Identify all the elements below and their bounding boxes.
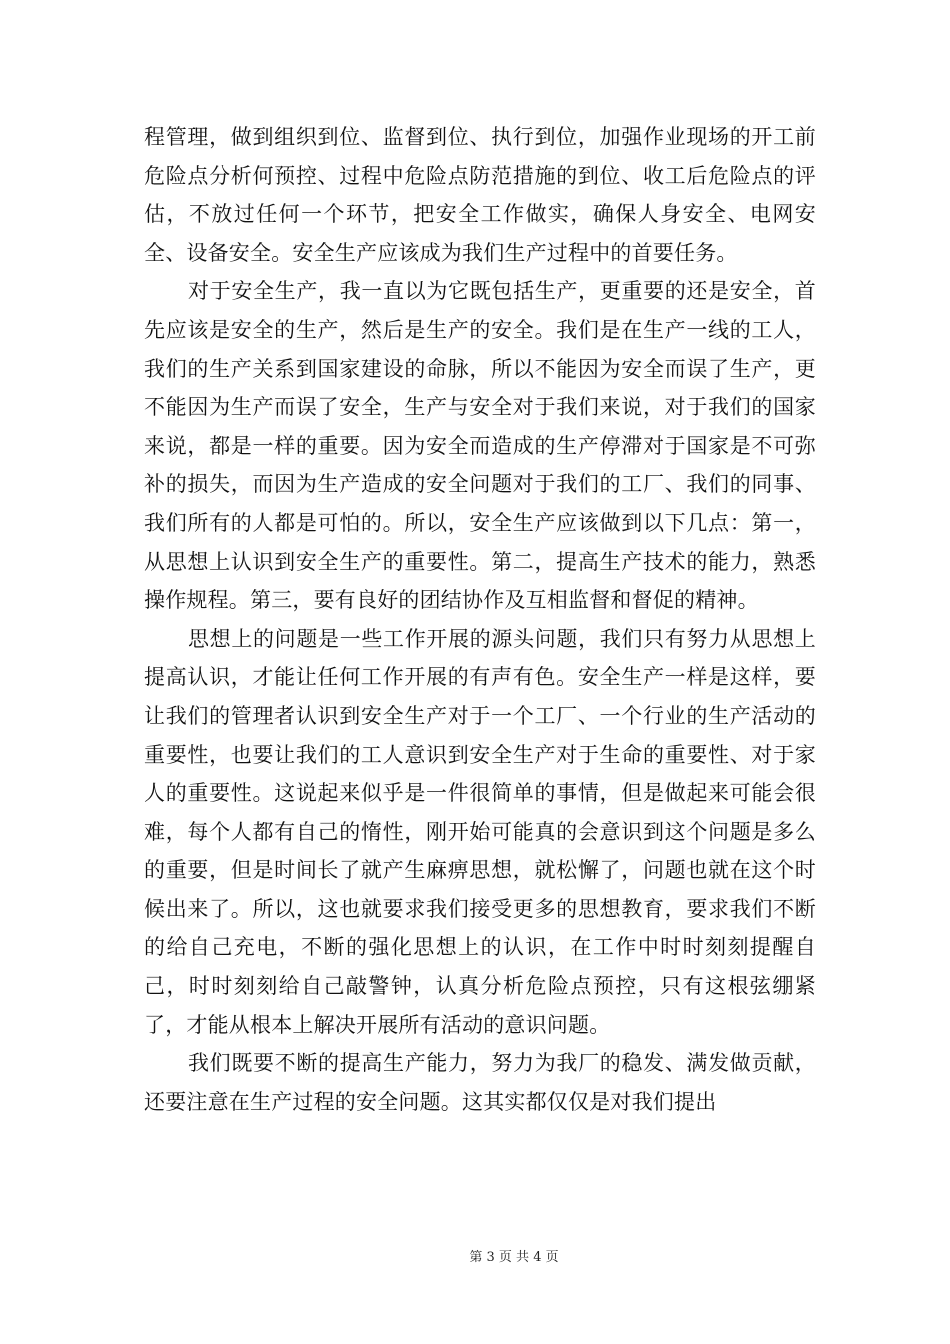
page-number: 第 3 页 共 4 页 [469,1250,559,1265]
document-body [144,118,816,1121]
paragraph-4: 我们既要不断的提高生产能力，努力为我厂的稳发、满发做贡献，还要注意在生产过程的安全问题。这其实都仅仅是对我们提出 [144,1051,816,1114]
paragraph-3: 思想上的问题是一些工作开展的源头问题，我们只有努力从思想上提高认识，才能让任何工作开展的有声有色。安全生产一样是这样，要让我们的管理者认识到安全生产对于一个工厂、一个行业的生产活动的重要性，也要让我们的工人意识到安全生产对于生命的重要性、对于家人的重要性。这说起来似乎是一件很简单的事情，但是做起来可能会很难，每个人都有自己的惰性，刚开始可能真的会意识到这个问题是多么的重要，但是时间长了就产生麻痹思想，就松懈了，问题也就在这个时候出来了。所以，这也就要求我们接受更多的思想教育，要求我们不断的给自己充电，不断的强化思想上的认识，在工作中时时刻刻提醒自己，时时刻刻给自己敲警钟，认真分析危险点预控，只有这根弦绷紧了，才能从根本上解决开展所有活动的意识问题。 [144,626,816,1037]
paragraph-1: 程管理，做到组织到位、监督到位、执行到位，加强作业现场的开工前危险点分析何预控、过程中危险点防范措施的到位、收工后危险点的评估，不放过任何一个环节，把安全工作做实，确保人身安全、电网安全、设备安全。安全生产应该成为我们生产过程中的首要任务。 [144,125,816,265]
paragraph-2: 对于安全生产，我一直以为它既包括生产，更重要的还是安全，首先应该是安全的生产，然后是生产的安全。我们是在生产一线的工人，我们的生产关系到国家建设的命脉，所以不能因为安全而误了生产，更不能因为生产而误了安全，生产与安全对于我们来说，对于我们的国家来说，都是一样的重要。因为安全而造成的生产停滞对于国家是不可弥补的损失，而因为生产造成的安全问题对于我们的工厂、我们的同事、我们所有的人都是可怕的。所以，安全生产应该做到以下几点：第一，从思想上认识到安全生产的重要性。第二，提高生产技术的能力，熟悉操作规程。第三，要有良好的团结协作及互相监督和督促的精神。 [144,279,816,613]
page-footer [0,1246,950,1265]
